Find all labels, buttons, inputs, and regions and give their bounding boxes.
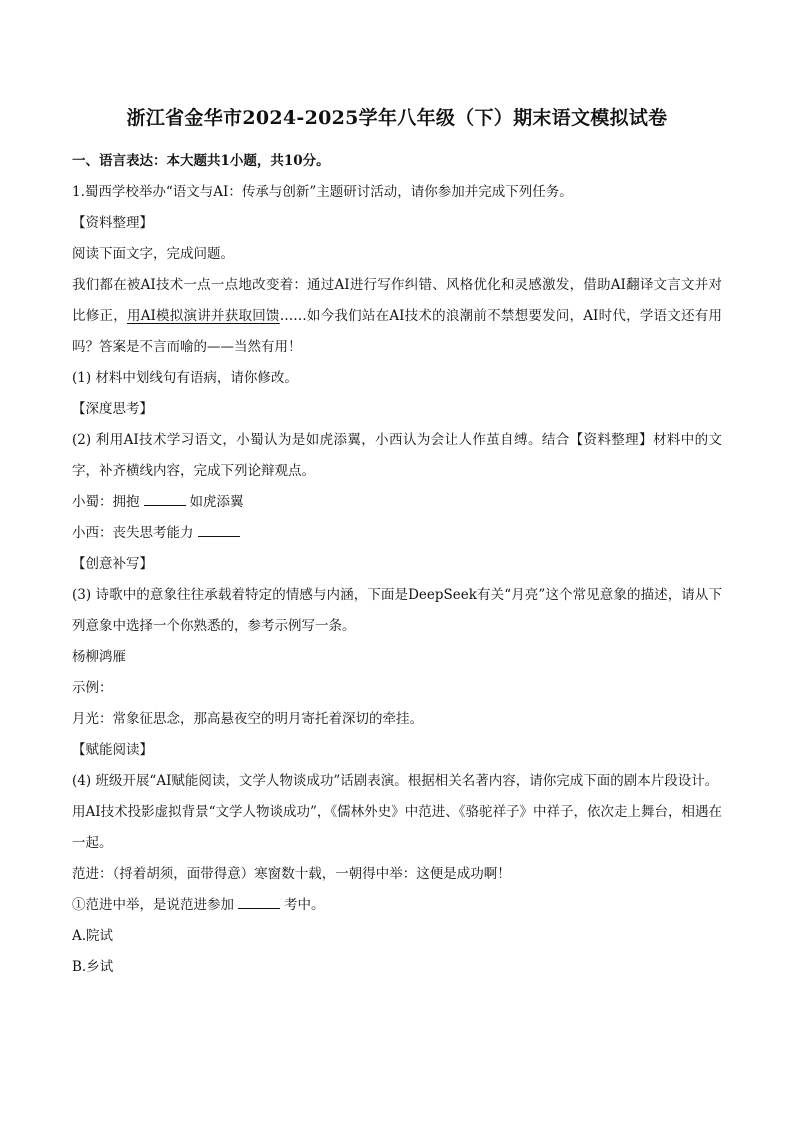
xiaoshu-argument [72, 487, 722, 518]
imagery-options: 杨柳鸿雁 [72, 649, 126, 665]
sub-question-3: (3) 诗歌中的意象往往承载着特定的情感与内涵，下面是DeepSeek有关“月亮”这个常见意象的描述，请从下列意象中选择一个你熟悉的，参考示例写一条。 [72, 587, 722, 634]
fanjin-line: 范进：（捋着胡须，面带得意）寒窗数十载，一朝得中举：这便是成功啊！ [72, 866, 511, 882]
answer-blank[interactable] [144, 491, 186, 506]
section-tag-chuangyi: 【创意补写】 [72, 556, 153, 572]
q4-1-text-after: 考中。 [284, 897, 325, 913]
option-a[interactable]: A.院试 [72, 928, 114, 944]
exam-content [72, 146, 722, 983]
example-text: 月光：常象征思念，那高悬夜空的明月寄托着深切的牵挂。 [72, 711, 423, 727]
section-header: 一、语言表达：本大题共1小题，共10分。 [72, 153, 330, 169]
material-text-after: ……如今我们站在AI技术的浪潮前不禁想要发问，AI时代，学语文还有用吗？答案是不言而喻的——当然有用！ [72, 308, 723, 355]
script-intro: 用AI技术投影虚拟背景“文学人物谈成功”，《儒林外史》中范进、《骆驼祥子》中祥子，依次走上舞台，相遇在一起。 [72, 804, 722, 851]
section-tag-ziliao: 【资料整理】 [72, 215, 153, 231]
xiaoxi-text: 小西：丧失思考能力 [72, 525, 194, 541]
q4-1-text-before: ①范进中举，是说范进参加 [72, 897, 234, 913]
answer-blank[interactable] [198, 522, 240, 537]
question-4-1 [72, 890, 722, 921]
section-tag-shendu: 【深度思考】 [72, 401, 153, 417]
material-underlined-sentence: 用AI模拟演讲并获取回馈 [126, 308, 280, 324]
option-b[interactable]: B.乡试 [72, 959, 114, 975]
sub-question-4: (4) 班级开展“AI赋能阅读，文学人物谈成功”话剧表演。根据相关名著内容，请你完成下面的剧本片段设计。 [72, 773, 719, 789]
question-1-intro: 1.蜀西学校举办“语文与AI：传承与创新”主题研讨活动，请你参加并完成下列任务。 [72, 184, 573, 200]
xiaoxi-argument [72, 518, 722, 549]
sub-question-2: (2) 利用AI技术学习语文，小蜀认为是如虎添翼，小西认为会让人作茧自缚。结合【资料整理】材料中的文字，补齐横线内容，完成下列论辩观点。 [72, 432, 722, 479]
material-text-before: 我们都在被AI技术一点一点地改变着：通过AI进行写作纠错、风格优化和灵感激发，借助AI翻译文言文并对比修正， [72, 277, 722, 324]
section-tag-funeng: 【赋能阅读】 [72, 742, 153, 758]
xiaoshu-text-before: 小蜀：拥抱 [72, 494, 140, 510]
sub-question-1: (1) 材料中划线句有语病，请你修改。 [72, 370, 298, 386]
example-label: 示例： [72, 680, 113, 696]
xiaoshu-text-after: 如虎添翼 [189, 494, 244, 510]
answer-blank[interactable] [238, 894, 280, 909]
read-instruction: 阅读下面文字，完成问题。 [72, 246, 234, 262]
material-paragraph [72, 270, 722, 363]
page-title: 浙江省金华市2024-2025学年八年级（下）期末语文模拟试卷 [126, 107, 668, 129]
